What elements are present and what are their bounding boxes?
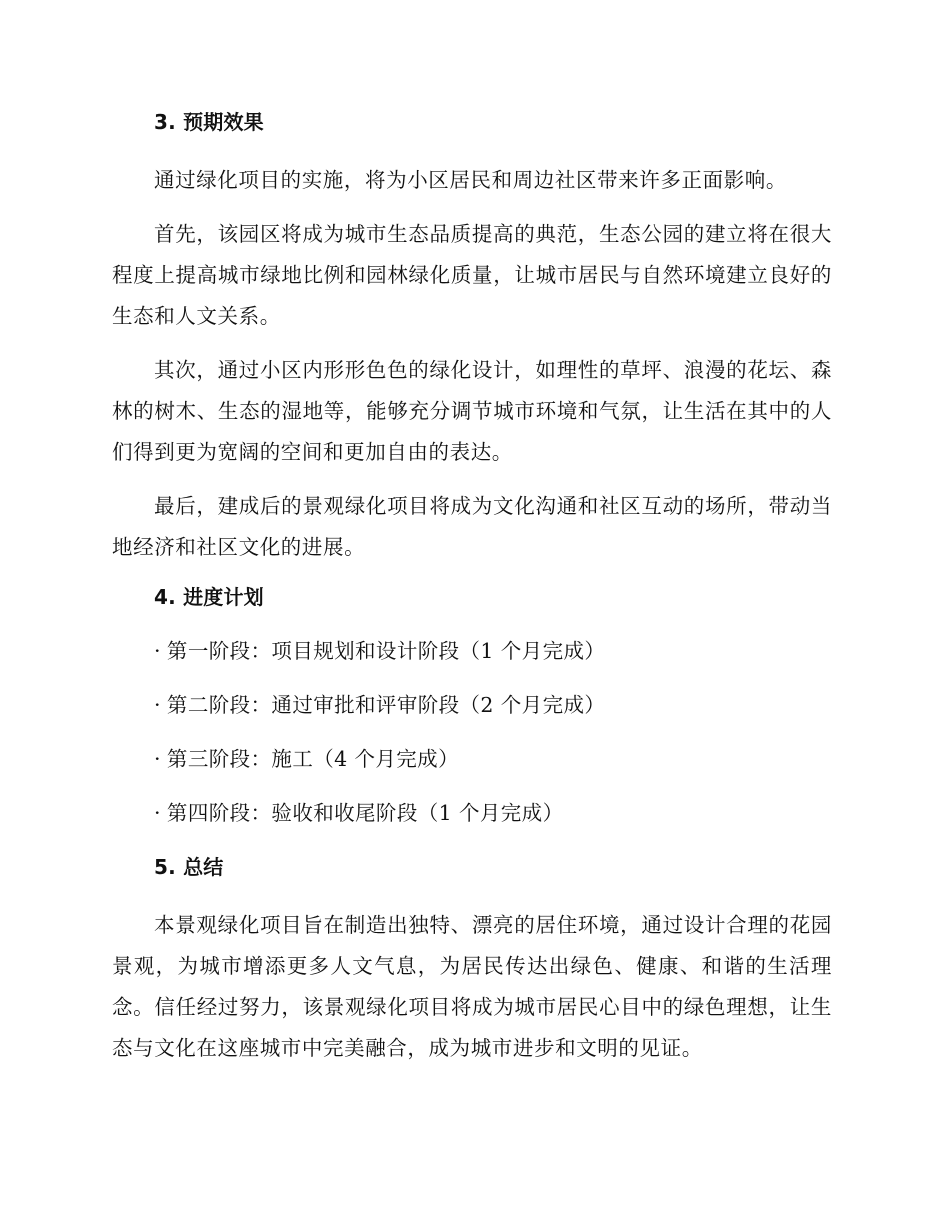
bullet-dot: · xyxy=(154,801,161,825)
paragraph-summary: 本景观绿化项目旨在制造出独特、漂亮的居住环境，通过设计合理的花园景观，为城市增添更多人文气息，为居民传达出绿色、健康、和谐的生活理念。信任经过努力，该景观绿化项目将成为城市居民心目中的绿色理想，让生态与文化在这座城市中完美融合，成为城市进步和文明的见证。 xyxy=(112,913,832,1060)
section-heading-schedule: 4. 进度计划 xyxy=(154,585,264,609)
paragraph-intro: 通过绿化项目的实施，将为小区居民和周边社区带来许多正面影响。 xyxy=(154,168,787,192)
schedule-item-text: 第一阶段：项目规划和设计阶段（1 个月完成） xyxy=(166,639,606,663)
schedule-item-text: 第三阶段：施工（4 个月完成） xyxy=(166,747,459,771)
bullet-dot: · xyxy=(154,747,161,771)
document-page xyxy=(112,106,832,1082)
schedule-item xyxy=(154,797,832,829)
section-heading-expected-effects: 3. 预期效果 xyxy=(154,110,264,134)
schedule-item xyxy=(154,743,832,775)
section-heading-summary: 5. 总结 xyxy=(154,855,224,879)
paragraph-first: 首先，该园区将成为城市生态品质提高的典范，生态公园的建立将在很大程度上提高城市绿地比例和园林绿化质量，让城市居民与自然环境建立良好的生态和人文关系。 xyxy=(112,222,832,328)
paragraph-last: 最后，建成后的景观绿化项目将成为文化沟通和社区互动的场所，带动当地经济和社区文化的进展。 xyxy=(112,494,832,559)
schedule-item xyxy=(154,635,832,667)
schedule-item-text: 第四阶段：验收和收尾阶段（1 个月完成） xyxy=(166,801,564,825)
schedule-item-text: 第二阶段：通过审批和评审阶段（2 个月完成） xyxy=(166,693,606,717)
bullet-dot: · xyxy=(154,639,161,663)
bullet-dot: · xyxy=(154,693,161,717)
paragraph-second: 其次，通过小区内形形色色的绿化设计，如理性的草坪、浪漫的花坛、森林的树木、生态的湿地等，能够充分调节城市环境和气氛，让生活在其中的人们得到更为宽阔的空间和更加自由的表达。 xyxy=(112,358,832,464)
schedule-item xyxy=(154,689,832,721)
